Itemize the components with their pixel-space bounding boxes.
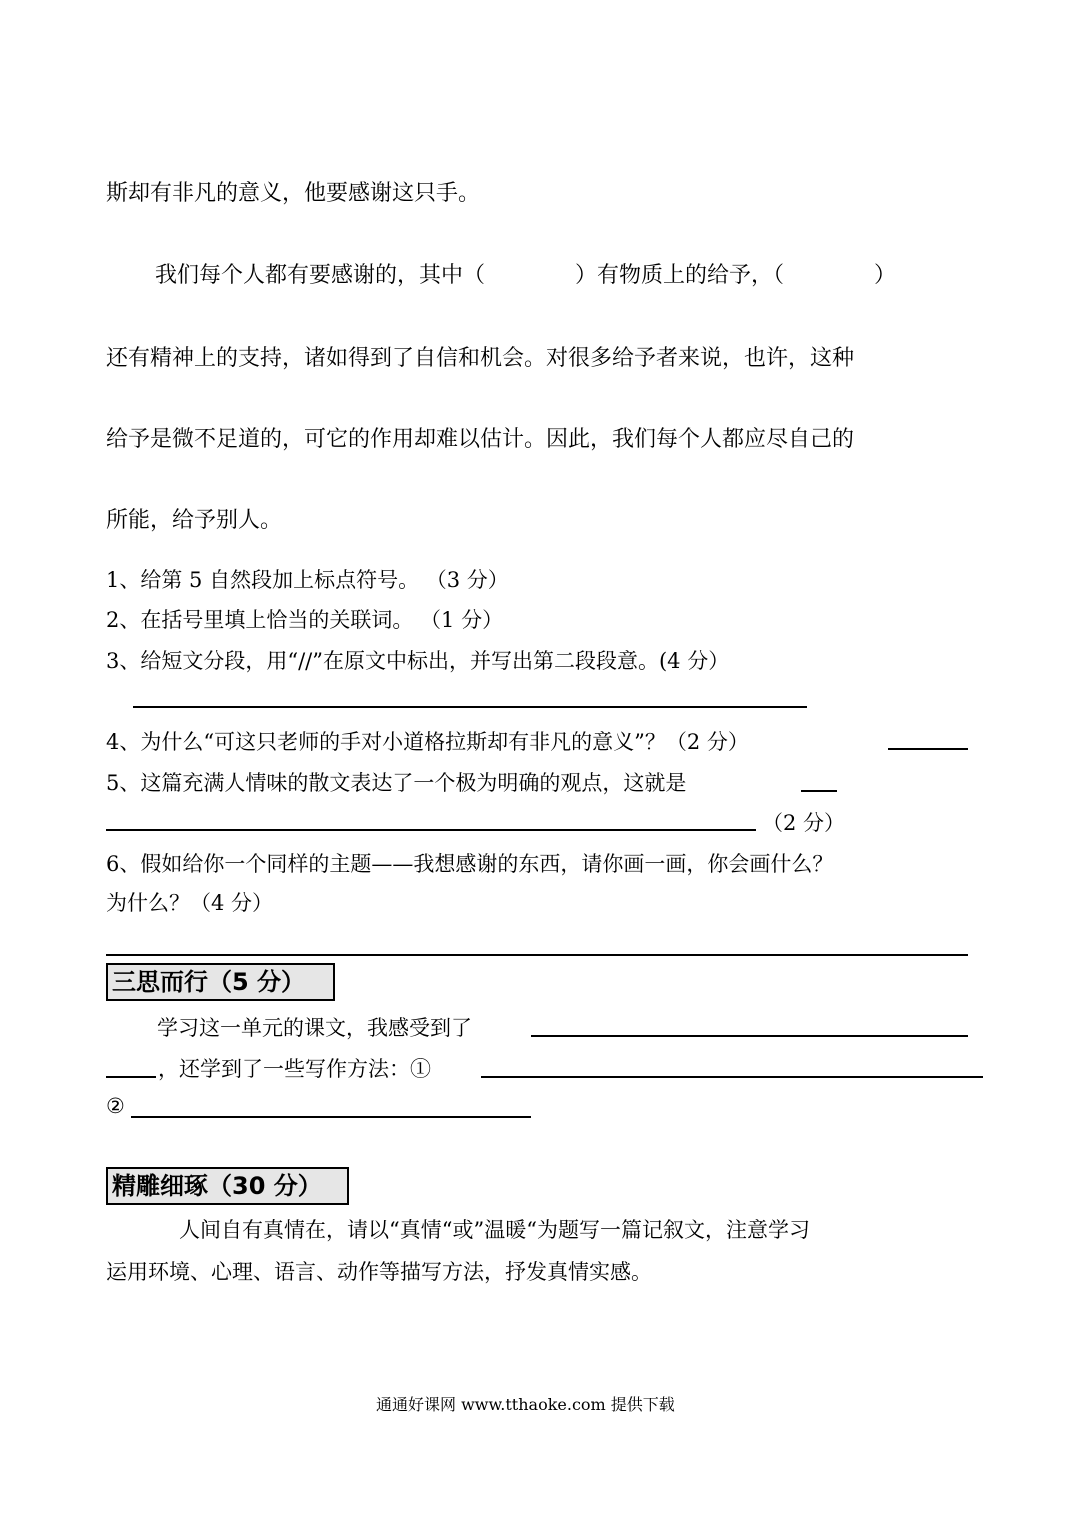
question-4: 4、为什么“可这只老师的手对小道格拉斯却有非凡的意义”？（2 分） — [106, 730, 749, 754]
passage-line-2-c: ） — [874, 263, 897, 288]
section-title-sansi: 三思而行（5 分） — [106, 963, 335, 1001]
question-5: 5、这篇充满人情味的散文表达了一个极为明确的观点，这就是 — [106, 771, 687, 795]
answer-line-method-1[interactable] — [481, 1076, 983, 1078]
question-2: 2、在括号里填上恰当的关联词。 （1 分） — [106, 608, 504, 632]
jingdiao-line-1: 人间自有真情在，请以“真情“或”温暖“为题写一篇记叙文，注意学习 — [179, 1218, 810, 1242]
question-3: 3、给短文分段，用“//”在原文中标出，并写出第二段段意。(4 分） — [106, 649, 730, 673]
answer-line-sansi-1a[interactable] — [531, 1035, 968, 1037]
answer-line-q5-b[interactable] — [106, 829, 756, 831]
question-6-line-1: 6、假如给你一个同样的主题——我想感谢的东西，请你画一画，你会画什么？ — [106, 852, 834, 876]
sansi-line-2: ，还学到了一些写作方法：① — [158, 1057, 431, 1081]
section-title-jingdiao: 精雕细琢（30 分） — [106, 1167, 349, 1205]
page-footer: 通通好课网 www.tthaoke.com 提供下载 — [376, 1395, 675, 1414]
answer-line-q3[interactable] — [133, 706, 807, 708]
passage-line-2-a: 我们每个人都有要感谢的，其中（ — [155, 263, 486, 288]
answer-line-q6[interactable] — [106, 954, 968, 956]
passage-line-2-b: ）有物质上的给予，（ — [575, 263, 785, 288]
answer-line-method-2[interactable] — [131, 1116, 531, 1118]
passage-line-5: 所能，给予别人。 — [106, 508, 283, 533]
sansi-line-3: ② — [106, 1094, 125, 1118]
passage-line-1: 斯却有非凡的意义，他要感谢这只手。 — [106, 181, 481, 206]
question-6-line-2: 为什么？（4 分） — [106, 891, 274, 915]
jingdiao-line-2: 运用环境、心理、语言、动作等描写方法，抒发真情实感。 — [106, 1260, 652, 1284]
answer-line-q4[interactable] — [888, 748, 968, 750]
answer-line-sansi-1b[interactable] — [106, 1076, 156, 1078]
sansi-line-1: 学习这一单元的课文，我感受到了 — [157, 1016, 472, 1040]
passage-line-4: 给予是微不足道的，可它的作用却难以估计。因此，我们每个人都应尽自己的 — [106, 427, 855, 452]
question-1: 1、给第 5 自然段加上标点符号。 （3 分） — [106, 568, 509, 592]
answer-line-q5-a[interactable] — [801, 790, 837, 792]
passage-line-2 — [155, 258, 896, 289]
passage-line-3: 还有精神上的支持，诸如得到了自信和机会。对很多给予者来说，也许，这种 — [106, 346, 855, 371]
question-5-points: （2 分） — [762, 811, 846, 835]
